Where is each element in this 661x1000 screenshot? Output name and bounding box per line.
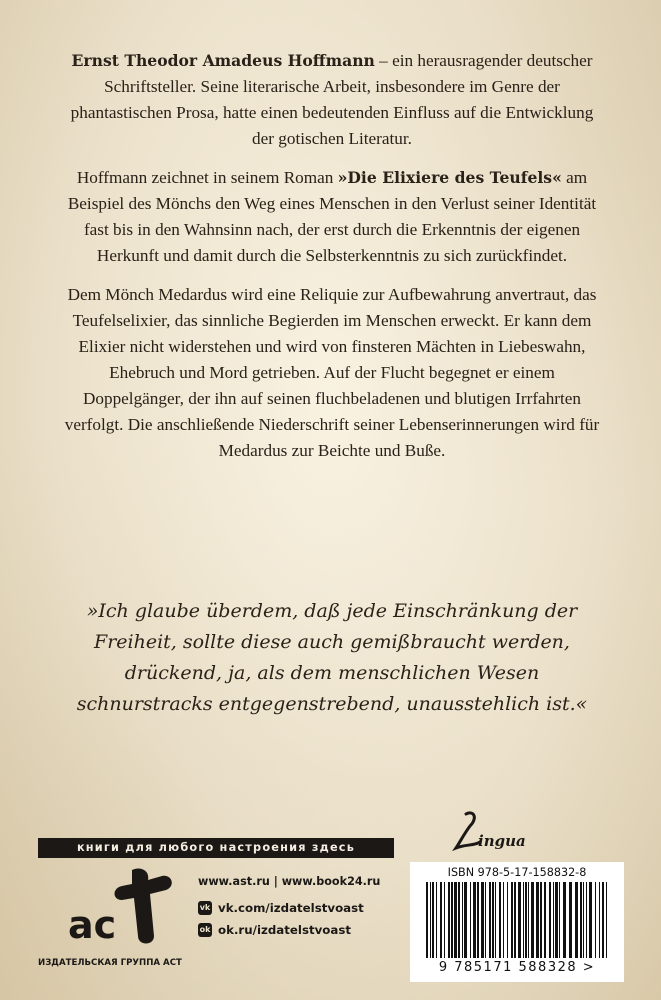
ok-url[interactable]: ok.ru/izdatelstvoast	[218, 923, 352, 937]
ean-number: 9 785171 588328 >	[410, 960, 624, 975]
publisher-caption: ИЗДАТЕЛЬСКАЯ ГРУППА АСТ	[38, 958, 182, 968]
description-paragraph-1	[62, 48, 602, 152]
vk-link[interactable]	[198, 901, 364, 915]
publisher-sites[interactable]: www.ast.ru | www.book24.ru	[198, 875, 381, 888]
description-text	[62, 48, 602, 477]
barcode	[410, 862, 624, 982]
svg-text:ac: ac	[68, 903, 117, 947]
ok-icon: ok	[198, 923, 212, 937]
author-name: Ernst Theodor Amadeus Hoffmann	[71, 51, 375, 70]
tagline-bar: книги для любого настроения здесь	[38, 838, 394, 858]
barcode-bars-icon	[422, 882, 612, 964]
ok-link[interactable]	[198, 923, 351, 937]
quote: »Ich glaube überdem, daß jede Einschränkung der Freiheit, sollte diese auch gemißbraucht werden, drückend, ja, als dem menschlichen Wesen schnurstracks entgegenstrebend, unausstehlich ist.«	[76, 600, 588, 715]
svg-text:ingua: ingua	[478, 832, 526, 850]
lingua-mark-icon	[452, 808, 532, 852]
novel-title: »Die Elixiere des Teufels«	[337, 168, 562, 187]
author-intro: – ein herausragender deutscher Schriftsteller. Seine literarische Arbeit, insbesondere im Genre der phantastischen Prosa, hatte einen bedeutenden Einfluss auf die Entwicklung der gotischen Literatur.	[70, 51, 594, 148]
ast-logo-icon	[62, 866, 182, 950]
vk-icon: vk	[198, 901, 212, 915]
description-paragraph-3: Dem Mönch Medardus wird eine Reliquie zur Aufbewahrung anvertraut, das Teufelselixier, das sinnliche Begierden im Menschen erweckt. Er kann dem Elixier nicht widerstehen und wird von finsteren Mächten in Liebeswahn, Ehebruch und Mord getrieben. Auf der Flucht begegnet er einem Doppelgänger, der ihn auf seinen fluchbeladenen und blutigen Irrfahrten verfolgt. Die anschließende Niederschrift seiner Lebenserinnerungen wird für Medardus zur Beichte und Buße.	[64, 285, 600, 460]
novel-intro-b: am Beispiel des Mönchs den Weg eines Menschen in den Verlust seiner Identität fast bis in den Wahnsinn nach, der erst durch die Erkenntnis der eigenen Herkunft und damit durch die Selbsterkenntnis zu sich zurückfindet.	[67, 168, 597, 265]
description-paragraph-2	[62, 165, 602, 269]
vk-url[interactable]: vk.com/izdatelstvoast	[218, 901, 364, 915]
isbn-number: ISBN 978-5-17-158832-8	[447, 866, 587, 879]
novel-intro-a: Hoffmann zeichnet in seinem Roman	[76, 168, 338, 187]
lingua-logo	[452, 808, 532, 856]
